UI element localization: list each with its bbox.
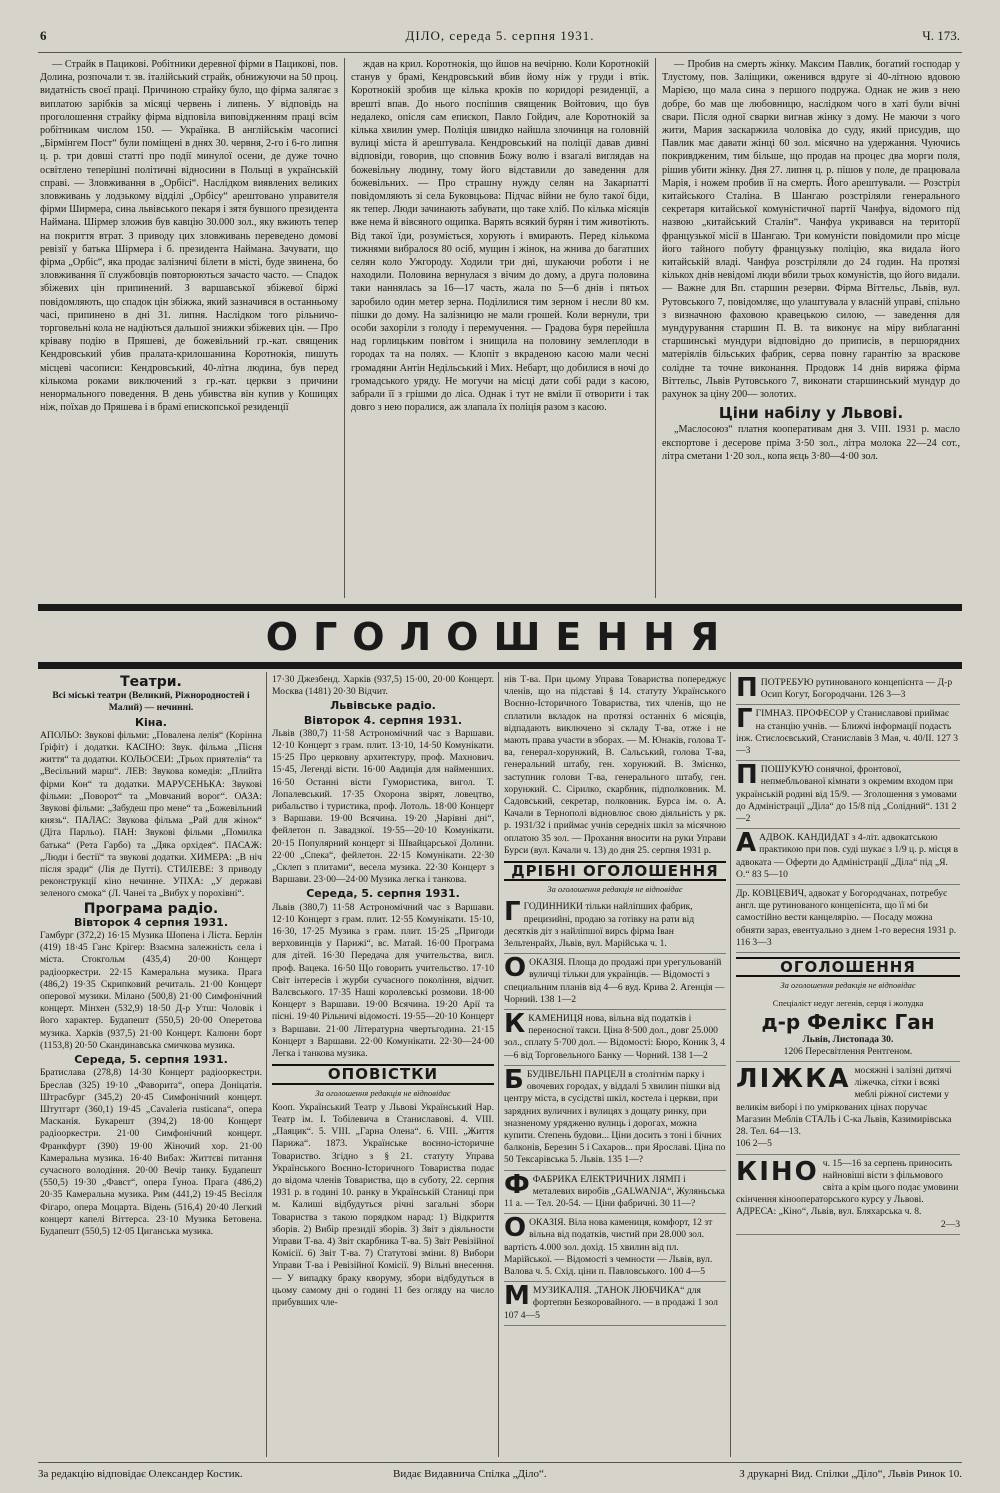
doctor-note: 1206 Пересвітлення Рентгеном.	[783, 1045, 913, 1057]
small-ad: ООКАЗІЯ. Віла нова камениця, комфорт, 12 зт вільна від податків, чистий при 28.000 зол. вартість 4.000 зол. дохід. 15 хвилин від пл. Марійської. — Відомості з чемности — Львів, вул. Валова ч. 5. Схід. ціни п. Павловського. 100 4—5	[504, 1214, 726, 1282]
kino-ad	[736, 1155, 960, 1235]
small-ads-note: За оголошення редакція не відповідає	[547, 884, 683, 895]
small-ad: ГГОДИННИКИ тільки найліпших фабрик, прецизийні, продаю за готівку на рати від десятків діт з найліпшої вирсь фірма Іван Зельтенрайх, Львів, вул. Марійська ч. 1.	[504, 898, 726, 954]
notices-text: Кооп. Український Театр у Львові Український Нар. Театр ім. І. Тобілевича в Станиславові. 4. VIII. „Паяцик“. 5. VIII. „Гарна Олена“. 6. VIII. „Життя Парижа“. 1873. Українське воєнно-історичне Товариство. Згідно з § 21. статуту Управа Українського Воєнно-Історичного Товариства подає до відома членів Товариства, що в суботу, 22. серпня 1931 р. в годині 10. ранку в Українській Станиці при м. Калиші відбудуться річні загальні збори Товариства з такою порядком нарад: 1) Відкриття зборів. 2) Вибір президії зборів. 3) Звіт з діяльности Управи Т-ва. 4) Звіт скарбника Т-ва. 5) Звіт Ревізійної Комісії. 6) Звіт Т-ва. 7) Статутові зміни. 8) Вибори Управи Т-ва і Ревізійної Комісії. 9) Вільні внесення. — У випадку браку кворуму, збори відбудуться в цьому самому дні о годині 11 без огляду на число прибувших чле-	[272, 1101, 494, 1308]
kino-number: 2—3	[940, 1218, 960, 1230]
lviv-radio-text-1: Львів (380,7) 11·58 Астрономічний час з Варшави. 12·10 Концерт з грам. плит. 13·10, 14·50 Комунікати. 15·25 Про церковну архитектуру, проф. Махнович. 15·45, Легенді вісти. 16·00 Авдиція для найменших. 16·50 Останні вісти Гумористика, вигол. Т. Лопалевський. 17·35 Охорона звірят, ловецтво, рибальство і туристика, проф. Лотоль. 18·00 Концерт з Варшави. 19·00 Всячина. 19·20 „Чарівні дні“, фейлетон п. Завадзкої. 19·55—20·10 Комунікати. 20·15 Популярний концерт зі Швайцарської Долини. 22·00 „Спека“, фейлетон. 22·15 Комунікати. 22·30 „Склеп з плитами“, весела музика. 22·30 Концерт з Варшави. 23·00—24·00 Музика легка і танкова.	[272, 727, 494, 886]
radio-text-2: Братислава (278,8) 14·30 Концерт радіооркестри. Бреслав (325) 19·10 „Фаворита“, опера Доніцатія. Штрасбург (345,2) 20·45 Симфонічний концерт. Штутгарт (360,1) 19·45 „Cavaleria rusticana“, опера Масканія. Букарешт (394,2) 18·00 Концерт радіооркестри. 21·00 Симфонічний концерт. Франкфурт (390) 19·00 Жіночий хор. 21·00 Камеральна музика. 16·40 Вибах: Життєві питання сучасного володіння. 20·00 Вечір танку. Будапешт (550,5) 19·30 „Фавст“, опера Ґуноа. Прага (486,2) 20·35 Камеральна музика. Рим (441,2) 19·45 Весілля Фігаро, опера Моцарта. Відень (516,4) 20·40 Легкий концерт капелі Віттерса. 23·10 Музика Бетовена. Будапешт (550,5) 12·05 Циганська музика.	[40, 1067, 262, 1237]
footer-printer: З друкарні Вид. Спілки „Діло“, Львів Ринок 10.	[739, 1468, 962, 1480]
column-rule	[498, 672, 499, 1457]
lviv-radio-text-2: Львів (380,7) 11·58 Астрономічний час з Варшави. 12·10 Концерт з грам. плит. 12·55 Комунікати. 15·10, 16·30, 17·25 Музика з грам. плит. 15·25 „Пригоди верховинців у Парижі“, вс. Матай. 16·00 Програма для дітей. 16·30 Передача для учительства, вигл. проф. Вацека. 16·50 Що говорить учительство. 17·10 Світ інтересів і журби сучасного покоління, відчит. Валєвського. 17·35 Наші королевські розмови. 18·00 Концерт з Варшави. 19·00 Всячина. 19·20 Арії та пісні. 19·40 Рільничі відомості. 19·55—20·10 Концерт з Варшави. 21·00 Літературна чвертьгодина. 21·15 Концерт з Варшави. 22·00 Комунікати. 22·30—24·00 Легка і танкова музика.	[272, 901, 494, 1060]
doctor-address: Львів, Листопада 30.	[802, 1033, 894, 1045]
right-box-title: ОГОЛОШЕННЯ	[736, 957, 960, 977]
radio-day-2: Середа, 5. серпня 1931.	[74, 1053, 228, 1067]
initial-letter: О	[504, 1213, 527, 1244]
initial-letter: А	[736, 828, 757, 859]
right-ad: ППОТРЕБУЮ рутинованого концепієнта — Д-р Осип Когут, Богородчани. 126 3—3	[736, 674, 960, 705]
lviv-radio-day-1: Вівторок 4. серпня 1931.	[303, 713, 463, 727]
issue-number: Ч. 173.	[922, 28, 960, 43]
doctor-name: д-р Фелікс Ган	[761, 1009, 935, 1034]
small-ad: ББУДІВЕЛЬНІ ПАРЦЕЛІ в столітнім парку і овочевих городах, у віддалі 5 хвилин пішки від центру міста, в сусідстві шкіл, костела і церкви, при зарядних вуличних і вулицях з дощату ринку, при зназненому урядженю вулиць і дорогах, можна купити. Степень будови... Ціни досить з тоні і бічних балконів, Березин 5 і Сахаров... при Ярославі. Ціна по 50 Тексарівська 5. Львів. 135 1—?	[504, 1066, 726, 1171]
masthead: ДІЛО, середа 5. серпня 1931.	[405, 28, 595, 43]
announcements-title: ОГОЛОШЕННЯ	[265, 615, 735, 659]
prices-text: „Маслосоюз“ платня кооперативам дня 3. VIII. 1931 р. масло експортове і десерове пріма 3·50 зол., літра молока 22—24 сот., літра сметани 1·20 зол., копа яєць 3·80—4·00 зол.	[662, 424, 960, 462]
ads-column-4	[736, 674, 960, 1459]
initial-letter: П	[736, 760, 758, 791]
initial-letter: М	[504, 1281, 530, 1312]
doctor-speciality: Спеціаліст недуг легенів, серця і жолудка	[772, 998, 924, 1009]
notices-title: ОПОВІСТКИ	[272, 1064, 494, 1084]
column-rule	[730, 672, 731, 1457]
radio-foreign-top: 17·30 Джезбенд. Харків (937,5) 15·00, 20·00 Концерт. Москва (1481) 20·30 Відчит.	[272, 674, 494, 698]
right-ad: ППОШУКУЮ сонячної, фронтової, непмебльованої кімнати з окремим входом при українській родині від 15/9. — Зголошення з умовами до Адміністрації „Діла“ до 15/8 під „Солідний“. 131 2—2	[736, 761, 960, 829]
cinema-list: АПОЛЬО: Звукові фільми: „Повалена лелія“ (Корінна Ґріфіт) і додатки. КАСІНО: Звук. фільма „Пісня життя“ та додатки. КОЛЬОСЕИ: „Трьох приятелів“ та „Весільний марш“. ЛЕВ: Звукова комедія: „Плийта фірми Кон“ та додатки. МАРУСЕНЬКА: Звукові фільми: „Поворот“ та „Мовчаний ворог“. ОАЗА: Звукові фільми: „Забудеш про мене“ та „Божевільний князь“. ПАЛАС: Звукова фільма „Рай для жінок“ (Діта Парльо). ПАН: Звукові фільми „Помилка батька“ (Рета Гарбо) та „Дяка орхідея“. ПАСАЖ: „Люди і бестії“ та звукові додатки. ХИМЕРА: „В ніч після зради“ (Лія де Путті). СТИЛЕВЕ: З приводу реконструкції кіно нечинне. УПХА: „У державі зеленого смока“ (Л. Чанеі та „Вибух у порохівні“.	[40, 729, 262, 900]
kino-address: АДРЕСА: „Кіно“, Львів, вул. Бляхарська ч. 8.	[736, 1206, 922, 1218]
footer-rule	[38, 1462, 962, 1463]
beds-ad	[736, 1062, 960, 1154]
beds-text: мосяжні і залізні дитячі ліжечка, сітки і всякі меблі ріжної системи у великім виборі і по уміркованих цінах поручає Магазин Меблів СТАЛЬ і С-ка Львів, Казимирівська 28. Тел. 64—13.	[736, 1065, 952, 1138]
page-number: 6	[40, 28, 47, 43]
cinema-title: Кіна.	[135, 715, 167, 729]
footer-editor: За редакцію відповідає Олександер Костик.	[38, 1468, 243, 1480]
news-column-1	[40, 58, 338, 600]
small-ad: ООКАЗІЯ. Площа до продажі при урегульованій вуличці тільки для українців. — Відомості з специальним планів від 4—6 вуд. Крива 2. Агенція — Чорний. 138 1—2	[504, 954, 726, 1010]
kino-title: КІНО	[736, 1156, 819, 1187]
initial-letter: Ф	[504, 1169, 530, 1200]
right-ad: ГГІМНАЗ. ПРОФЕСОР у Станиславові приймає на станцію учнів. — Ближчі інформації подасть інж. Стислоєвський, Станиславів 3 Мая, ч. 40/II. 127 3—3	[736, 705, 960, 761]
notices-note: За оголошення редакція не відповідає	[315, 1087, 451, 1098]
kino-text: ч. 15—16 за серпень приносить найновіші вісти з фільмового світа а крім цього подає умовини скінчення кінооператорського курсу у Львові.	[736, 1157, 959, 1206]
initial-letter: Б	[504, 1064, 524, 1095]
theatres-text: Всі міські театри (Великий, Ріжнородностей і Малий) — нечинні.	[52, 690, 250, 714]
news-text-3: — Пробив на смерть жінку. Максим Павлик, богатий господар у Тлустому, пов. Заліщики, оженився вдруге зі 40-літною вдовою Марією, що мала сина з першого подружа. Однак не жив з нею добре, бо мав ще любовницю, наслідком чого в хаті були вічні свари. Після одної сварки вигнав жінку з дому. Не маючи з чого жити, Мария заскаржила чоловіка до суду, який присудив, що Павлик має давати жінці 60 зол. місячно на удержання. Чуючись покривдженим, тим більше, що продав на процес два морги поля, рішив убити жінку. Дня 27. липня ц. р. пішов у поле, де працювала Марія, і ножем пробив її на смерть. Його арештували. — Розстріл китайського Сталіна. В Шангаю розстріляли генерального секретаря китайської комуністичної партії Чанфуа, відомого під назвою „китайський Сталін“. Чанфуа укривався на території французької місії в Шангаю. Три комуністи повідомили про місце його тайного побуту французьку поліцію, яка видала його китайській владі. Чанфуа розстріляли до 24 годин. На протязі кількох днів невідомі люди вбили трьох комуністів, що його видали. — Важне для Вп. старшин резерви. Фірма Віттельс, Львів, вул. Рутовського 7, повідомляє, що улаштувала у власній управі, спільно з визначною фаховою кравецькою силою, — заведення для мундурування старшин П. В. та виконує на міру виблаганні старшинські мундури відповідно до приписів, в першорядних матеріялів більських фабрик, серва повну гарантію за враскове солідне та точне виконання. Продовж 14 днів виряжа фірма Віттельс, Львів Рутовського 7, виконати старшинський мундур до рахунок за ціну 200— золотих.	[662, 59, 960, 401]
top-band	[38, 604, 962, 611]
lviv-radio-day-2: Середа, 5. серпня 1931.	[306, 887, 460, 901]
initial-letter: П	[736, 674, 758, 703]
news-column-3	[662, 58, 960, 600]
radio-title: Програма радіо.	[83, 900, 219, 917]
notices-continued: нів Т-ва. При цьому Управа Товариства попереджує членів, що на підставі § 14. статуту Українського Воєнно-Історичного Товариства, тих членів, що не сплатили вкладок на протязі останніх 6 місяців, відпадають виключено зі складу Т-ва, отже і не мають права участи в зборах. — М. Юнаків, голова Т-ва, генерал-хорунжий, В. Сальський, голова Т-ва, генеральний штабу, ген. хорунжий. В. Змієнко, заступник голови Т-ва, генерального штабу, ген. хорунжий. С. Сірилко, скарбник, підполковник. М. Садовський, секретар, полковник. Бурса ім. о. А. Качали в Тернополі відновлює свою діяльність у рк. р. 1931/32 і приймає учнів середніх шкіл за місячною оплатою 35 зол. — Прохання вносити на руки Управи Бурси (вул. Качали ч. 13) до дня 25. серпня 1931 р.	[504, 674, 726, 856]
ads-column-3	[504, 674, 726, 1459]
beds-number: 106 2—5	[736, 1138, 772, 1150]
right-ad: ААДВОК. КАНДИДАТ з 4-літ. адвокатською практикою при пов. суді шукає з 1/9 ц. р. місця в адвоката — Оферти до Адміністрації „Діла“ під „Я. О.“ 83 5—10	[736, 829, 960, 885]
small-ad: ККАМЕНИЦЯ нова, вільна від податків і переносної такси. Ціна 8·500 дол., довг 25.000 зол., сплату 5·700 дол. — Відомості: Бюро, Коник 3, 4—6 від Торговельного Банку — Чорний. 138 1—2	[504, 1010, 726, 1066]
header-rule	[38, 52, 962, 53]
ads-column-2	[272, 674, 494, 1459]
ads-column-1	[40, 674, 262, 1459]
initial-letter: О	[504, 953, 527, 984]
small-ads-title: ДРІБНІ ОГОЛОШЕННЯ	[504, 861, 726, 881]
small-ad: ФФАБРИКА ЕЛЕКТРИЧНИХ ЛЯМП і металевих виробів „GALWANJA“, Жуляньська 11 а. — Тел. 20-54. — Ціни фабричні. 30 11—?	[504, 1171, 726, 1215]
page-header	[40, 28, 960, 50]
doctor-ad	[736, 994, 960, 1062]
small-ad: ММУЗИКАЛІЯ. „ТАНОК ЛЮБЧИКА“ для фортепян Безкоровайного. — в продажі 1 зол 107 4—5	[504, 1282, 726, 1326]
right-box-note: За оголошення редакція не відповідає	[780, 980, 916, 991]
bottom-band	[38, 662, 962, 669]
initial-letter: Г	[504, 897, 521, 928]
radio-text-1: Гамбург (372,2) 16·15 Музика Шопена і Ліста. Берлін (419) 18·45 Ганс Крігер: Взаємна залежність села і міста. Стокгольм (435,4) 20·00 Концерт радіооркестри. 22·15 Камеральна музика. Прага (486,2) 19·35 Скрипковий речиталь. 21·00 Концерт оперової музики. Мілано (500,8) 21·00 Симфонічний концерт. Мінхен (532,9) 18·50 Д-р Утш: Чоловік і його характер. Будапешт (550,5) 20·00 Оперетова музика. Харків (937,5) 21·00 Концерт. Калюнн борт (1153,8) 20·50 Скандинавська смичкова музика.	[40, 930, 262, 1051]
initial-letter: К	[504, 1009, 526, 1040]
column-rule	[266, 672, 267, 1457]
footer-publisher: Видає Видавнича Спілка „Діло“.	[393, 1468, 547, 1480]
news-text-1: — Страйк в Пацикові. Робітники деревної фірми в Пацикові, пов. Долина, розпочали т. зв. італійський страйк, обнижуючи на 50 проц. видатність своєї праці. Причиною страйку було, що фірма залягає з виплатою зарібків за місяці червень і липень. У відповідь на проголошення страйку фірма відповіла виповідженням праці всім робітникам числом 150. — Українка. В англійськім часописі „Бірмінгем Пост“ були поміщені в днях 30. червня, 2-го і 6-го липня ц. р. три довші статті про події минулої осени, де дуже точно освітлено теперішні політичні відносини в Польщі в українській справі. — Зловживання в „Орбісі“. Наслідком виявлених великих зловживань у лодзькому відділі „Орбісу“ арештовано управителя фірми Ширмера, сина львівського пекаря і зятя бувшого президента Наймана. Шірмер зложив був кавцію 30.000 зол., яку вжиють тепер на покриття втрат. З приводу цих зловживань переведено домові ревізії у батька Шірмера і б. президента Наймана. Зачувати, що фірма „Орбіс“, яка продає залізничі білети в місті, буде звинена, бо зловживання її службовців повторюються зачасто часто. — Спадок збіжевих цін припинений. З варшавської збіжевої біржі повідомляють, що спадок цін збіжжа, який зазначився в останньому часі, припинено в дні 31. липня. Наслідком того рільничо-торговельні кола не надіються дальшої знижки збіжевих цін. — Про кріваву подію в Пряшеві, де божевільний гр.-кат. священик Кендровський убив пралата-крилошанина Коротнокія, пишуть місцеві часописи: Кендровський, 40-літна людина, був перед кількома роками виключений з гр.-кат. церкви з причини ненормального поведення. В день убивства він купив у Кошицях ніж, поїхав до Пряшева і в брамі епископської резиденції	[40, 59, 338, 414]
column-rule	[655, 58, 656, 598]
initial-letter: Г	[736, 704, 753, 735]
theatres-title: Театри.	[120, 674, 182, 690]
news-text-2: ждав на крил. Коротнокія, що йшов на вечірню. Коли Коротнокій станув у брамі, Кендровський вбив йому ніж у груди і втік. Коротнокій зробив ще кілька кроків по коридорі резиденції, а врешті впав. До нього поспішив священик Войтович, що був недалеко, опісля сам епископ, Павло Гойдич, але Коротнокій за кілька хвилин умер. Поліція швидко найшла злочинця на головній вулиці міста й арештувала. Кендровський на поліції давав дивні відповіди, говорив, що сповнив Божу волю і взагалі виглядав на божевільну людину, тому його відставили до заведення для божевільних. — Про страшну нужду селян на Закарпатті повідомляють зі села Буковцьова: Підчас війни не було такої біди, як тепер. Люди зачинають забувати, що таке хліб. По кілька місяців вже нема й вівсяного ощипка. Варять всякий бурян і тим животіють. Від такої їди, розуміється, хорують і вмирають. Перед кількома тижнями вибралося 80 осіб, мущин і жінок, на жнива до багатших селян коло Ужгороду. Ходили три дні, шукаючи роботи і не находили. Половина вернулася з вічим до дому, а друга половина таки наннялась за 16—17 часть, жала по 5—6 днів і пятьох заробило один метер зерна. Поділилися тим зерном і несли 80 км. пішки до дому. На залізницю не мали грошей. Коли вернули, три особи захоріли з голоду і перемучення. — Градова буря перейшла над горлицьким повітом і знищила на половину землеплоди в городах та на полях. — Клопіт з вкраденою касою мали чесні громадяни Антін Недільський і Мих. Небарт, що добилися в ночі до громадського уряду. Не могучи на місці дати собі ради з касою, забрали її з грішми до ліса. Однак і тут не вміли її отворити і так довго з нею поралися, аж злапала їх поліція разом з касою.	[351, 59, 649, 414]
column-rule	[344, 58, 345, 598]
prices-title: Ціни набілу у Львові.	[718, 404, 904, 423]
right-ad: Др. КОВЦЕВИЧ, адвокат у Богородчанах, потребує англ. ще рутинованого концепієнта, що її мі би самостійно вести канцелярію. — Посаду можна обняти зараз, евентуально з днем 1-го вересня 1931 р. 116 3—3	[736, 885, 960, 953]
radio-day-1: Вівторок 4 серпня 1931.	[74, 915, 228, 929]
beds-title: ЛІЖКА	[736, 1064, 851, 1095]
lviv-radio-title: Львівське радіо.	[330, 699, 436, 713]
news-column-2	[351, 58, 649, 600]
